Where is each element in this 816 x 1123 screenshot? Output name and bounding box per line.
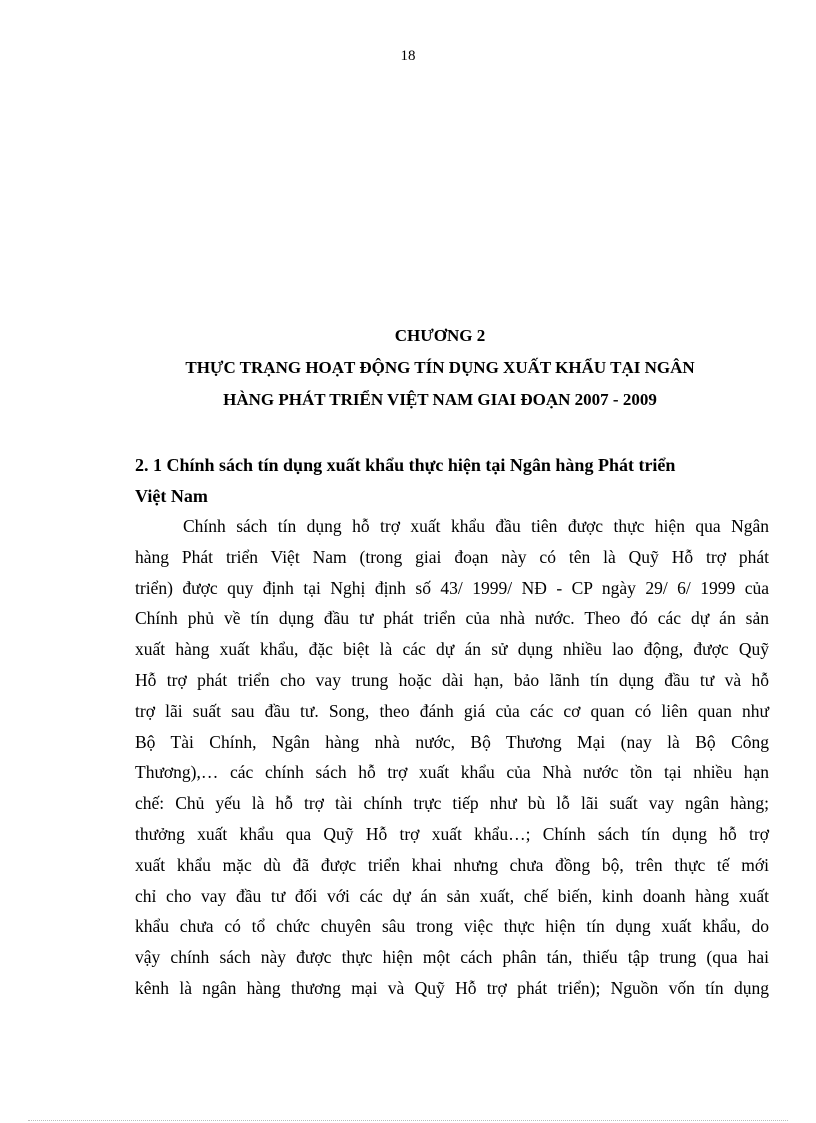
section-heading-line-1: 2. 1 Chính sách tín dụng xuất khẩu thực hiện tại Ngân hàng Phát triển [135, 455, 676, 475]
body-line: chế: Chủ yếu là hỗ trợ tài chính trực tiếp như bù lỗ lãi suất vay ngân hàng; [135, 793, 769, 814]
page-number: 18 [400, 48, 416, 64]
body-paragraph [135, 511, 769, 1004]
chapter-title-line-2: HÀNG PHÁT TRIỂN VIỆT NAM GIAI ĐOẠN 2007 - 2009 [223, 390, 657, 409]
body-line: Chính phủ về tín dụng đầu tư phát triển của nhà nước. Theo đó các dự án sản [135, 608, 769, 629]
body-line: trợ lãi suất sau đầu tư. Song, theo đánh giá của các cơ quan có liên quan như [135, 700, 769, 721]
chapter-number: CHƯƠNG 2 [394, 326, 486, 345]
section-heading-line-2: Việt Nam [135, 486, 208, 506]
body-line: Hỗ trợ phát triển cho vay trung hoặc dài hạn, bảo lãnh tín dụng đầu tư và hỗ [135, 669, 769, 690]
body-line: khẩu chưa có tổ chức chuyên sâu trong việc thực hiện tín dụng xuất khẩu, do [135, 916, 769, 937]
chapter-title-line-1: THỰC TRẠNG HOẠT ĐỘNG TÍN DỤNG XUẤT KHẨU TẠI NGÂN [185, 358, 695, 377]
body-line: triển) được quy định tại Nghị định số 43/ 1999/ NĐ - CP ngày 29/ 6/ 1999 của [135, 577, 769, 598]
body-line: xuất khẩu mặc dù đã được triển khai nhưng chưa đồng bộ, trên thực tế mới [135, 854, 769, 875]
body-line: vậy chính sách này được thực hiện một cách phân tán, thiếu tập trung (qua hai [135, 947, 769, 968]
body-line: chỉ cho vay đầu tư đối với các dự án sản xuất, chế biến, kinh doanh hàng xuất [135, 885, 769, 906]
chapter-heading [120, 320, 760, 416]
body-line: hàng Phát triển Việt Nam (trong giai đoạn này có tên là Quỹ Hỗ trợ phát [135, 546, 769, 567]
body-line: xuất hàng xuất khẩu, đặc biệt là các dự án sử dụng nhiều lao động, được Quỹ [135, 639, 769, 660]
body-line: Chính sách tín dụng hỗ trợ xuất khẩu đầu tiên được thực hiện qua Ngân [183, 516, 769, 536]
page-bottom-divider [28, 1120, 788, 1121]
body-line: kênh là ngân hàng thương mại và Quỹ Hỗ trợ phát triển); Nguồn vốn tín dụng [135, 977, 769, 998]
body-line: Thương),… các chính sách hỗ trợ xuất khẩu của Nhà nước tồn tại nhiều hạn [135, 762, 769, 783]
body-line: thưởng xuất khẩu qua Quỹ Hỗ trợ xuất khẩu…; Chính sách tín dụng hỗ trợ [135, 823, 769, 844]
section-heading [135, 450, 775, 512]
body-line: Bộ Tài Chính, Ngân hàng nhà nước, Bộ Thương Mại (nay là Bộ Công [135, 731, 769, 752]
